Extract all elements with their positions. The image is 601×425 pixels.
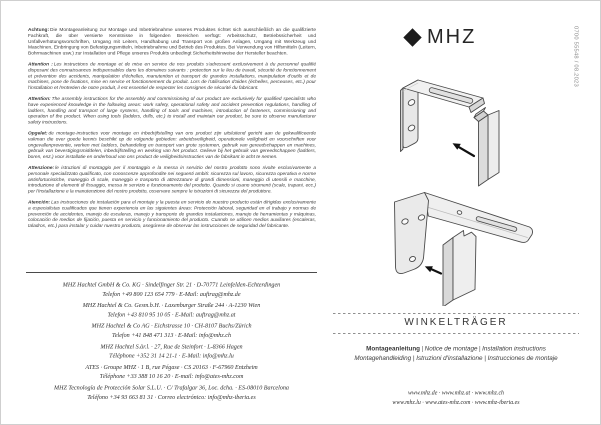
address-company: MHZ Hachtel GmbH & Co. KG · Sindelfinger Str. 21 · D-70771 Leinfelden-Echterdingen [62, 281, 281, 288]
warning-paragraph-es [28, 199, 316, 228]
address-entry [26, 301, 317, 320]
assembly-arrow-bottom [425, 266, 441, 273]
cover-main-face [453, 231, 476, 301]
address-entry [26, 362, 317, 381]
address-contact: Téléphone +33 388 10 16 20 · E-mail: info@ates-mhz.com [99, 372, 244, 380]
subtitle-separator: | [421, 345, 424, 352]
warning-lead: Opgelet: [28, 130, 48, 136]
websites-line-2: www.mhz.lu · www.ates-mhz.com · www.mhz-iberia.es [392, 398, 520, 406]
slide-clip-piece [474, 108, 499, 187]
address-entry [26, 342, 317, 361]
address-company: MHZ Hachtel & Co. Gesm.b.H. · Laxenburger Straße 244 · A-1230 Wien [82, 301, 261, 309]
warning-text: de montage-instructies voor montage en inbedrijfstelling van ons product zijn uitsluitend gericht aan de gekwalificeerde vakman die over goede kennis beschikt op de volgende gebieden: arbeidsveiligheid, operationele veiligheid en voorschriften voor ongevallenpreventie, werken met ladders, behandeling en transport van grote systemen, gebruik van gereedschappen en machines, gebruik van bevestigingsmiddelen, inbedrijfstelling en werking van het product. Gelieve bij het gebruik van gereedschappen (ladders, boren, enz.) voor installatie en onderhoud van ons product de veiligheidsinstructies van de fabrikant in acht te nemen. [28, 130, 316, 160]
warning-paragraph-it [28, 165, 316, 194]
mhz-logo [406, 26, 476, 49]
warning-lead: Attention : [28, 61, 53, 67]
address-company: MHZ Hachtel & Co AG · Eichstrasse 10 · CH-8107 Buchs/Zürich [91, 322, 252, 330]
warning-text: The assembly instructions for the assembly and commissioning of our product are exclusively for qualified specialists who have experienced knowledge in the following areas: work safety, operational safety and accident prevention regulations, handling of ladders, handling and transport of large systems, handling of tools and machines, introduction of fasteners, commissioning and operation of the product. When using tools (ladders, drills, etc.) to install and maintain our product, be sure to observe manufacturer safety instructions. [28, 95, 316, 126]
warning-lead: Atención: [28, 199, 51, 205]
websites-block [331, 388, 581, 425]
cover-left-face [443, 238, 453, 307]
websites-line-1: www.mhz.de · www.mhz.at · www.mhz.ch [407, 389, 505, 396]
dashed-divider-bottom [333, 333, 579, 334]
warning-lead: Attenzione: [28, 164, 55, 171]
diamond-icon [403, 28, 421, 46]
warning-text: le istruzioni di montaggio per il montaggio e la messa in servizio del nostro prodotto sono rivolte esclusivamente a personale specializzato qualificato, con conoscenze approfondite nei seguenti ambiti: sicurezza sul lavoro, sicurezza operativa e norme antinfortunistiche, maneggio di scale, maneggio e trasporto di attrezzature di grandi dimensioni, maneggio di utensili e macchine, introduzione di elementi di fissaggio, messa in servizio e funzionamento del prodotto. Quando si usano strumenti (scale, trapani, ecc.) per l'installazione e la manutenzione del nostro prodotto, osservare sempre le istruzioni di sicurezza del produttore. [28, 164, 316, 195]
subtitle-block [331, 344, 581, 382]
warning-paragraph-fr [28, 61, 316, 90]
bracket-diagram-top [401, 80, 500, 186]
warning-paragraph-de [28, 27, 316, 56]
address-entry [26, 321, 317, 340]
clip-right-face [488, 111, 499, 180]
cover-clip-piece [443, 231, 476, 307]
subtitle-line-2: Montagehandleiding | Istruzioni d'installazione | Instrucciones de montaje [354, 354, 558, 362]
product-title: WINKELTRÄGER [404, 317, 508, 328]
assembly-diagrams [331, 61, 581, 306]
address-contact: Telefon +41 848 471 313 · E-Mail: info@mhz.ch [111, 331, 231, 339]
subtitle-de: Montageanleitung [366, 345, 421, 352]
address-entry [26, 280, 317, 299]
warning-text: Die Montageanleitung zur Montage und Inbetriebnahme unseres Produktes richtet sich ausschließlich an die qualifizierte Fachkraft, die über versierte Kenntnisse in folgenden Bereichen verfügt: Arbeitsschutz, Betriebssicherheit und Unfallverhütungsvorschriften, Umgang mit Leitern, Handhabung und Transport von großen Anlagen, Umgang mit Werkzeug und Maschinen, Einbringung von Befestigungsmitteln, Inbetriebnahme und Betrieb des Produktes. Bei Verwendung von Hilfsmitteln (Leitern, Bohrmaschinen usw.) zur Installation und Pflege unseres Produkts unbedingt Sicherheitshinweise der Hersteller beachten. [28, 27, 316, 57]
divider-line [26, 272, 317, 273]
address-contact: Telefon +49 800 123 654 779 · E-Mail: auftrag@mhz.de [102, 290, 241, 298]
warning-lead: Attention: [28, 95, 51, 102]
address-contact: Téléphone +352 31 14 21-1 · E-Mail: info@mhz.lu [109, 352, 234, 360]
address-contact: Teléfono +34 93 663 81 31 · Correo electrónico: info@mhz-iberia.es [87, 393, 256, 401]
warning-lead: Achtung: [28, 27, 50, 33]
address-contact: Telefon +43 810 95 10 05 · E-Mail: auftrag@mhz.at [107, 310, 236, 318]
address-company: MHZ Hachtel S.àr.l. · 27, Rue de Steinfort · L-8366 Hagen [100, 342, 243, 350]
warning-paragraph-nl [28, 130, 316, 159]
assembly-arrow-top [453, 143, 475, 156]
subtitle-en: Installation instructions [482, 345, 546, 352]
subtitle-fr: Notice de montage [424, 345, 478, 352]
subtitle-separator: | [479, 345, 481, 352]
clip-left-face [479, 115, 489, 186]
subtitle-line-1 [331, 344, 581, 354]
doc-code-vertical: 0700 55548 / 08.2023 [573, 26, 579, 87]
warning-text: Les instructions de montage et de mise en service de nos produits s'adressent exclusivement à du personnel qualifié disposant des connaissances indispensables dans les domaines suivants : protection sur le lieu de travail, sécurité de fonctionnement et prévention des accidents, manipulation d'échelles, manutention et transport de grandes installations, manipulation d'outils et de machines, pose de fixations, mise en service et fonctionnement du produit. Lors de l'utilisation d'aides (échelles, perceuses, etc.) pour l'installation et l'entretien de notre produit, il est essentiel de respecter les consignes de sécurité du fabricant. [28, 61, 316, 91]
address-list [26, 280, 317, 418]
address-company: MHZ Tecnología de Protección Solar S.L.U. · C/ Trafalgar 36, Loc. dcha. · ES-08010 Barcelona [54, 383, 289, 391]
brand-name: MHZ [427, 26, 477, 48]
dashed-divider-top [333, 313, 579, 314]
warning-paragraph-en [28, 96, 316, 125]
address-company: ATES · Groupe MHZ · 1 B, rue Pégase · CS 20163 · F-67960 Entzheim [85, 363, 258, 371]
warning-text: Las instrucciones de instalación para el montaje y la puesta en servicio de nuestro producto están dirigidas exclusivamente a especialistas cualificados que tienen experiencia en las siguientes áreas: Protección laboral, seguridad en el trabajo y normas de prevención de accidentes, manejo de escaleras, manejo y transporte de grandes instalaciones, manejo de herramientas y máquinas, colocación de medios de fijación, puesta en servicio y funcionamiento del producto. Cuando se utilicen medios auxiliares (escaleras, taladros, etc.) para instalar y cuidar nuestro producto, asegúrese de observar las instrucciones de seguridad del fabricante. [28, 199, 316, 229]
address-entry [26, 383, 317, 402]
safety-warnings [28, 27, 316, 267]
bracket-diagram-bottom [395, 193, 533, 307]
